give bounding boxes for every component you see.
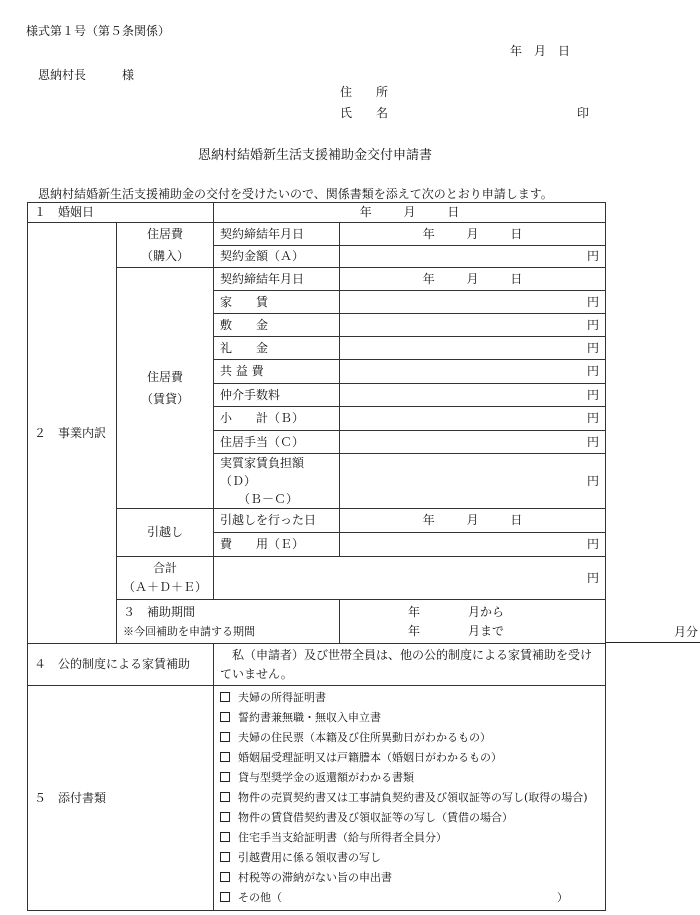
period-from[interactable]: 年 月から [408,604,505,619]
purchase-housing-group: 住居費 （購入） [117,223,214,268]
checkbox-icon[interactable] [220,692,230,702]
attachment-item[interactable]: 引越費用に係る領収書の写し [220,848,599,868]
moving-cost-label: 費 用（Ｅ） [214,533,340,557]
attachment-item[interactable]: 物件の賃貸借契約書及び領収証等の写し（賃借の場合） [220,808,599,828]
brokerage-fee-label: 仲介手数料 [214,384,340,407]
total-field[interactable]: 円 [214,557,606,600]
net-rent-burden-label: 実質家賃負担額（Ｄ） （Ｂ－Ｃ） [214,454,340,509]
attachments-list [214,686,606,911]
subtotal-field[interactable]: 円 [340,407,606,431]
subsidy-period-label: ３ 補助期間 [123,604,196,619]
purchase-amount-field[interactable]: 円 [340,246,606,268]
attachments-label: ５ 添付書類 [28,686,214,911]
moving-group: 引越し [117,509,214,557]
total-label: 合計 （Ａ＋Ｄ＋Ｅ） [117,557,214,600]
subsidy-period-cell [117,600,340,644]
housing-allowance-label: 住居手当（Ｃ） [214,431,340,454]
attachment-item[interactable]: 婚姻届受理証明又は戸籍謄本（婚姻日がわかるもの） [220,748,599,768]
attachment-item[interactable]: 貸与型奨学金の返還額がわかる書類 [220,768,599,788]
deposit-label: 敷 金 [214,314,340,337]
subsidy-period-field[interactable] [340,600,699,644]
checkbox-icon[interactable] [220,792,230,802]
key-money-label: 礼 金 [214,337,340,360]
attachment-item[interactable]: その他（ ） [220,888,599,908]
application-date: 年 月 日 [510,44,571,58]
moving-date-label: 引越しを行った日 [214,509,340,533]
checkbox-icon[interactable] [220,752,230,762]
purchase-contract-date-field[interactable]: 年 月 日 [340,223,606,246]
name-label: 氏 名 [340,106,389,120]
rent-housing-group: 住居費 （賃貸） [117,268,214,509]
business-breakdown-label: ２ 事業内訳 [28,223,117,644]
address-label: 住 所 [340,85,389,99]
checkbox-icon[interactable] [220,872,230,882]
attachment-item[interactable]: 村税等の滞納がない旨の申出書 [220,868,599,888]
purchase-amount-label: 契約金額（Ａ） [214,246,340,268]
addressee: 恩納村長 様 [38,68,135,82]
rent-item-field[interactable]: 円 [340,291,606,314]
common-fee-label: 共 益 費 [214,360,340,384]
public-subsidy-label: ４ 公的制度による家賃補助 [28,644,214,686]
checkbox-icon[interactable] [220,852,230,862]
rent-contract-date-field[interactable]: 年 月 日 [340,268,606,291]
period-to[interactable]: 年 月まで [408,623,505,638]
moving-date-field[interactable]: 年 月 日 [340,509,606,533]
housing-allowance-field[interactable]: 円 [340,431,606,454]
subtotal-label: 小 計（Ｂ） [214,407,340,431]
attachment-item[interactable]: 住宅手当支給証明書（給与所得者全員分） [220,828,599,848]
checkbox-icon[interactable] [220,832,230,842]
form-number: 様式第１号（第５条関係） [26,24,171,38]
application-form-table [27,202,699,911]
deposit-field[interactable]: 円 [340,314,606,337]
intro-text: 恩納村結婚新生活支援補助金の交付を受けたいので、関係書類を添えて次のとおり申請します。 [38,187,553,201]
rent-item-label: 家 賃 [214,291,340,314]
marriage-date-label: １ 婚姻日 [28,203,214,223]
checkbox-icon[interactable] [220,892,230,902]
common-fee-field[interactable]: 円 [340,360,606,384]
checkbox-icon[interactable] [220,812,230,822]
checkbox-icon[interactable] [220,712,230,722]
period-months[interactable]: 月分 [606,623,700,643]
checkbox-icon[interactable] [220,772,230,782]
seal-mark: 印 [577,106,590,120]
attachment-item[interactable]: 夫婦の住民票（本籍及び住所異動日がわかるもの） [220,728,599,748]
moving-cost-field[interactable]: 円 [340,533,606,557]
subsidy-period-note: ※今回補助を申請する期間 [123,624,255,638]
checkbox-icon[interactable] [220,732,230,742]
public-subsidy-declaration: 私（申請者）及び世帯全員は、他の公的制度による家賃補助を受けていません。 [214,644,606,686]
purchase-contract-date-label: 契約締結年月日 [214,223,340,246]
attachment-item[interactable]: 物件の売買契約書又は工事請負契約書及び領収証等の写し(取得の場合) [220,788,599,808]
key-money-field[interactable]: 円 [340,337,606,360]
attachment-item[interactable]: 夫婦の所得証明書 [220,688,599,708]
attachment-item[interactable]: 誓約書兼無職・無収入申立書 [220,708,599,728]
brokerage-fee-field[interactable]: 円 [340,384,606,407]
rent-contract-date-label: 契約締結年月日 [214,268,340,291]
net-rent-burden-field[interactable]: 円 [340,454,606,509]
marriage-date-field[interactable]: 年 月 日 [214,203,606,223]
document-title: 恩納村結婚新生活支援補助金交付申請書 [197,148,432,163]
